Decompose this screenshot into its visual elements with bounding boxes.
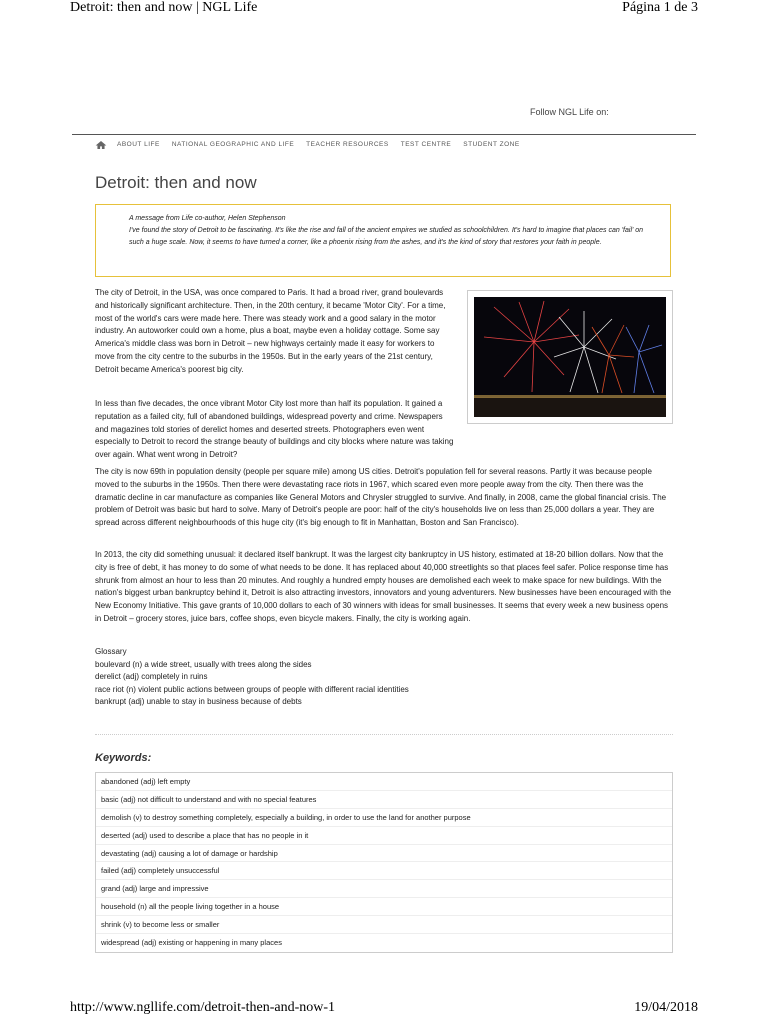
- nav-item-student-zone[interactable]: STUDENT ZONE: [463, 141, 520, 148]
- main-nav: [95, 141, 532, 149]
- article-title: Detroit: then and now: [95, 173, 257, 192]
- keyword-row: failed (adj) completely unsuccessful: [96, 862, 672, 880]
- keyword-row: widespread (adj) existing or happening in many places: [101, 938, 282, 948]
- nav-item-teacher-resources[interactable]: TEACHER RESOURCES: [306, 141, 389, 148]
- print-date: 19/04/2018: [634, 1000, 698, 1015]
- keyword-row: basic (adj) not difficult to understand and with no special features: [96, 791, 672, 809]
- print-footer: [70, 1000, 698, 1020]
- article-paragraph-1: The city of Detroit, in the USA, was once compared to Paris. It had a broad river, grand boulevards and historically significant architecture. Then, in the 20th century, it became 'Motor City'. For a time, most of the world's cars were made here. There was steady work and a good salary in the motor industry. An autoworker could own a home, plus a boat, maybe even a holiday cottage. Some say America's middle class was born in Detroit – new highways certainly made it easy for workers to move from the city centre to the suburbs in the 1950s. But in the early years of the 21st century, Detroit became America's poorest big city.: [95, 288, 446, 374]
- print-header: [70, 0, 698, 20]
- fireworks-photo: [467, 290, 673, 424]
- author-message-body: I've found the story of Detroit to be fascinating. It's like the rise and fall of the ancient empires we studied as schoolchildren. It's hard to imagine that places can 'fail' on such a huge scale. Now, it seems to have turned a corner, like a phoenix rising from the ashes, and it's the kind of story that restores your faith in people.: [129, 227, 644, 246]
- keyword-row: shrink (v) to become less or smaller: [96, 916, 672, 934]
- glossary-item: race riot (n) violent public actions between groups of people with different racial identities: [95, 684, 409, 694]
- author-message-box: [95, 204, 671, 277]
- home-icon[interactable]: [95, 141, 107, 149]
- author-message-heading: A message from Life co-author, Helen Stephenson: [129, 215, 286, 222]
- glossary-item: boulevard (n) a wide street, usually with trees along the sides: [95, 659, 312, 669]
- follow-text: Follow NGL Life on:: [530, 107, 609, 117]
- keyword-row: demolish (v) to destroy something completely, especially a building, in order to use the land for another purpose: [96, 809, 672, 827]
- glossary: [95, 646, 409, 709]
- print-url: http://www.ngllife.com/detroit-then-and-now-1: [70, 1000, 336, 1015]
- article-paragraph-4: In 2013, the city did something unusual: it declared itself bankrupt. It was the largest city bankruptcy in US history, estimated at 18-20 billion dollars. Now that the city is free of debt, it has money to do some of what needs to be done. It has replaced about 40,000 streetlights so that places feel safer. Police response time has shrunk from almost an hour to less than 20 minutes. And roughly a hundred empty houses are demolished each week to make space for new buildings. With the nation's biggest urban bankruptcy behind it, Detroit is also attracting investors, innovators and young adventurers. New businesses have been encouraged with the New Economy Initiative. This gave grants of 10,000 dollars to each of 30 winners with ideas for small businesses. It seems that every week a new business opens in Detroit – grocery stores, juice bars, coffee shops, even bicycle makers. Finally, the city is working again.: [95, 550, 672, 623]
- keyword-row: household (n) all the people living together in a house: [96, 898, 672, 916]
- glossary-title: Glossary: [95, 647, 127, 656]
- glossary-item: derelict (adj) completely in ruins: [95, 672, 208, 681]
- article-paragraph-3: The city is now 69th in population density (people per square mile) among US cities. Detroit's population fell for several reasons. Partly it was because people moved to the suburbs in the 1950s. Then there were devastating race riots in 1967, which scared even more people away from the city. Then there was the dramatic decline in car manufacture as companies like General Motors and Chrysler struggled to survive. And finally, in 2008, came the global financial crisis. The problem of Detroit was basic but hard to solve. Many of Detroit's people are poor: half of the city's households live on less than 25,000 dollars a year. They are spread across different neighbourhoods of this huge city (it's big enough to fit in Manhattan, Boston and San Francisco).: [95, 467, 667, 528]
- nav-item-national-geographic[interactable]: NATIONAL GEOGRAPHIC AND LIFE: [171, 141, 295, 148]
- nav-item-test-centre[interactable]: TEST CENTRE: [400, 141, 452, 148]
- nav-item-about-life[interactable]: ABOUT LIFE: [117, 141, 160, 148]
- article-paragraph-2: In less than five decades, the once vibrant Motor City lost more than half its population. It gained a reputation as a failed city, full of abandoned buildings, widespread poverty and crime. Newspapers and magazines told stories of derelict homes and deserted streets. Photographers even went especially to Detroit to record the strange beauty of buildings and city blocks where nature was taking over again. What went wrong in Detroit?: [95, 399, 454, 460]
- keywords-table: [95, 772, 673, 953]
- keywords-title: Keywords:: [95, 752, 152, 764]
- print-page-title: Detroit: then and now | NGL Life: [70, 0, 258, 15]
- glossary-item: bankrupt (adj) unable to stay in business because of debts: [95, 697, 302, 706]
- keyword-row: abandoned (adj) left empty: [96, 773, 672, 791]
- header-divider: [72, 134, 696, 135]
- keyword-row: grand (adj) large and impressive: [96, 880, 672, 898]
- keyword-row: deserted (adj) used to describe a place that has no people in it: [96, 827, 672, 845]
- section-divider: [95, 734, 673, 735]
- print-page-number: Página 1 de 3: [622, 0, 698, 15]
- keyword-row: devastating (adj) causing a lot of damage or hardship: [96, 845, 672, 863]
